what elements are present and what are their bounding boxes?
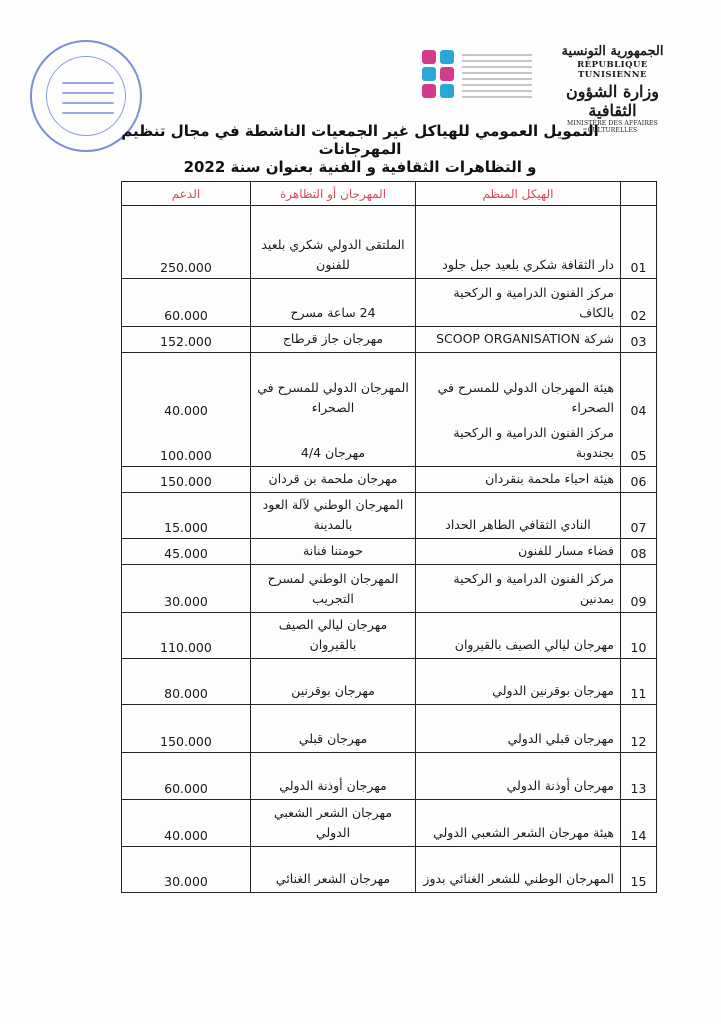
organizer-cell: المهرجان الوطني للشعر الغنائي بدوز — [416, 847, 621, 893]
table-row — [122, 613, 657, 659]
funding-table — [121, 181, 657, 893]
row-number: 07 — [621, 493, 657, 539]
republic-fr: RÉPUBLIQUE TUNISIENNE — [577, 60, 648, 80]
organizer-cell: مركز الفنون الدرامية و الركحية بالكاف — [416, 279, 621, 327]
organizer-cell: دار الثقافة شكري بلعيد جبل جلود — [416, 206, 621, 279]
amount-cell: 152.000 — [122, 327, 251, 353]
amount-cell: 100.000 — [122, 421, 251, 467]
row-number: 04 — [621, 353, 657, 421]
amount-cell: 150.000 — [122, 467, 251, 493]
table-row — [122, 800, 657, 847]
organizer-cell: مهرجان ليالي الصيف بالقيروان — [416, 613, 621, 659]
festival-cell: مهرجان 4/4 — [251, 421, 416, 467]
row-number: 13 — [621, 753, 657, 800]
republic-ar: الجمهورية التونسية — [561, 44, 664, 59]
table-row — [122, 565, 657, 613]
festival-cell: مهرجان أوذنة الدولي — [251, 753, 416, 800]
festival-cell: مهرجان بوقرنين — [251, 659, 416, 705]
row-number: 01 — [621, 206, 657, 279]
festival-logo-icon — [420, 48, 456, 100]
table-row — [122, 206, 657, 279]
table-row — [122, 327, 657, 353]
row-number: 05 — [621, 421, 657, 467]
row-number: 10 — [621, 613, 657, 659]
amount-cell: 40.000 — [122, 800, 251, 847]
table-row — [122, 539, 657, 565]
festival-cell: مهرجان الشعر الغنائي — [251, 847, 416, 893]
organizer-cell: مهرجان أوذنة الدولي — [416, 753, 621, 800]
table-row — [122, 353, 657, 421]
row-number: 02 — [621, 279, 657, 327]
document-title-line-1: التمويل العمومي للهياكل غير الجمعيات الناشطة في مجال تنظيم المهرجانات — [121, 122, 599, 158]
amount-cell: 40.000 — [122, 353, 251, 421]
col-festival: المهرجان أو التظاهرة — [251, 182, 416, 206]
festival-cell: حومتنا فنانة — [251, 539, 416, 565]
table-header-row — [122, 182, 657, 206]
ministry-ar: وزارة الشؤون الثقافية — [566, 82, 659, 120]
amount-cell: 15.000 — [122, 493, 251, 539]
table-row — [122, 705, 657, 753]
amount-cell: 30.000 — [122, 847, 251, 893]
col-support: الدعم — [122, 182, 251, 206]
row-number: 08 — [621, 539, 657, 565]
festival-cell: مهرجان جاز قرطاج — [251, 327, 416, 353]
ministry-fr: MINISTÈRE DES AFFAIRES CULTURELLES — [567, 120, 658, 134]
row-number: 11 — [621, 659, 657, 705]
table-row — [122, 659, 657, 705]
organizer-cell: هيئة مهرجان الشعر الشعبي الدولي — [416, 800, 621, 847]
organizer-cell: هيئة المهرجان الدولي للمسرح في الصحراء — [416, 353, 621, 421]
organizer-cell: مركز الفنون الدرامية و الركحية بجندوبة — [416, 421, 621, 467]
col-number — [621, 182, 657, 206]
amount-cell: 250.000 — [122, 206, 251, 279]
row-number: 15 — [621, 847, 657, 893]
amount-cell: 150.000 — [122, 705, 251, 753]
row-number: 12 — [621, 705, 657, 753]
festival-cell: مهرجان ليالي الصيف بالقيروان — [251, 613, 416, 659]
festival-cell: 24 ساعة مسرح — [251, 279, 416, 327]
festival-cell: المهرجان الوطني لمسرح التجريب — [251, 565, 416, 613]
organizer-cell: مهرجان قبلي الدولي — [416, 705, 621, 753]
table-row — [122, 753, 657, 800]
organizer-cell: فضاء مسار للفنون — [416, 539, 621, 565]
festival-cell: المهرجان الدولي للمسرح في الصحراء — [251, 353, 416, 421]
festival-cell: مهرجان الشعر الشعبي الدولي — [251, 800, 416, 847]
amount-cell: 45.000 — [122, 539, 251, 565]
amount-cell: 30.000 — [122, 565, 251, 613]
table-row — [122, 279, 657, 327]
festival-cell: الملتقى الدولي شكري بلعيد للفنون — [251, 206, 416, 279]
organizer-cell: مهرجان بوقرنين الدولي — [416, 659, 621, 705]
row-number: 06 — [621, 467, 657, 493]
organizer-cell: مركز الفنون الدرامية و الركحية بمدنين — [416, 565, 621, 613]
logo-text-block — [462, 50, 532, 102]
table-row — [122, 493, 657, 539]
organizer-cell: النادي الثقافي الطاهر الحداد — [416, 493, 621, 539]
document-title-line-2: و التظاهرات الثقافية و الفنية بعنوان سنة 2022 — [183, 158, 537, 176]
row-number: 09 — [621, 565, 657, 613]
amount-cell: 60.000 — [122, 753, 251, 800]
table-row — [122, 467, 657, 493]
ministry-header — [545, 44, 680, 134]
row-number: 03 — [621, 327, 657, 353]
organizer-cell: شركة SCOOP ORGANISATION — [416, 327, 621, 353]
amount-cell: 80.000 — [122, 659, 251, 705]
table-row — [122, 421, 657, 467]
festival-cell: مهرجان قبلي — [251, 705, 416, 753]
row-number: 14 — [621, 800, 657, 847]
amount-cell: 60.000 — [122, 279, 251, 327]
festival-cell: المهرجان الوطني لآلة العود بالمدينة — [251, 493, 416, 539]
table-row — [122, 847, 657, 893]
col-organizer: الهيكل المنظم — [416, 182, 621, 206]
organizer-cell: هيئة احياء ملحمة بنقردان — [416, 467, 621, 493]
amount-cell: 110.000 — [122, 613, 251, 659]
festival-cell: مهرجان ملحمة بن قردان — [251, 467, 416, 493]
